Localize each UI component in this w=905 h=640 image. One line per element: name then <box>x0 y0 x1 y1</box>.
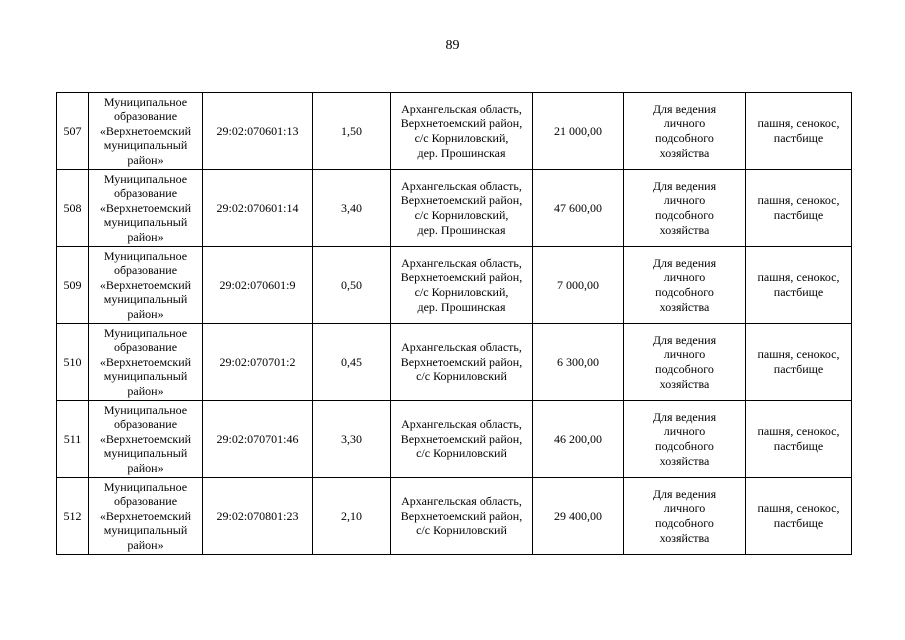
purpose-cell <box>624 401 746 478</box>
owner-line: образование <box>113 109 178 124</box>
row-number-cell: 511 <box>57 401 89 478</box>
purpose-line: личного <box>663 424 706 439</box>
area-cell: 2,10 <box>313 478 391 555</box>
address-line: дер. Прошинская <box>417 299 506 314</box>
cadastral-number-cell: 29:02:070601:14 <box>203 170 313 247</box>
owner-line: образование <box>113 417 178 432</box>
row-number-cell: 507 <box>57 93 89 170</box>
owner-line: район» <box>127 460 164 475</box>
land-use-cell <box>746 247 852 324</box>
price-cell: 29 400,00 <box>533 478 624 555</box>
price-cell: 21 000,00 <box>533 93 624 170</box>
owner-line: «Верхнетоемский <box>99 200 192 215</box>
purpose-line: Для ведения <box>652 178 717 193</box>
owner-line: район» <box>127 383 164 398</box>
row-number-cell: 512 <box>57 478 89 555</box>
address-line: Верхнетоемский район, <box>400 270 523 285</box>
use-line: пастбище <box>773 208 824 222</box>
address-line: Верхнетоемский район, <box>400 508 523 523</box>
price-cell: 6 300,00 <box>533 324 624 401</box>
address-line: Верхнетоемский район, <box>400 116 523 131</box>
table-row <box>57 170 852 247</box>
address-line: с/с Корниловский, <box>414 208 509 222</box>
address-cell <box>391 478 533 555</box>
row-number-cell: 510 <box>57 324 89 401</box>
address-line: Архангельская область, <box>401 494 522 509</box>
owner-line: район» <box>127 306 164 321</box>
address-line: с/с Корниловский <box>416 523 507 538</box>
area-cell: 1,50 <box>313 93 391 170</box>
owner-line: район» <box>127 152 164 167</box>
cadastral-number-cell: 29:02:070601:13 <box>203 93 313 170</box>
address-line: Архангельская область, <box>401 255 522 270</box>
land-use-cell <box>746 170 852 247</box>
page-number: 89 <box>445 38 460 53</box>
owner-line: образование <box>113 263 178 278</box>
purpose-line: подсобного <box>655 131 714 145</box>
purpose-line: личного <box>663 501 706 516</box>
use-line: пашня, сенокос, <box>757 116 840 131</box>
use-line: пастбище <box>773 362 824 376</box>
purpose-cell <box>624 170 746 247</box>
use-line: пастбище <box>773 439 824 453</box>
price-cell: 46 200,00 <box>533 401 624 478</box>
owner-cell <box>89 324 203 401</box>
purpose-line: хозяйства <box>659 453 710 468</box>
purpose-line: Для ведения <box>652 486 717 501</box>
use-line: пастбище <box>773 516 824 530</box>
purpose-cell <box>624 324 746 401</box>
owner-line: «Верхнетоемский <box>99 277 192 292</box>
purpose-line: личного <box>663 347 706 362</box>
address-line: Верхнетоемский район, <box>400 193 523 208</box>
table-row <box>57 401 852 478</box>
address-line: Верхнетоемский район, <box>400 431 523 446</box>
address-line: Архангельская область, <box>401 340 522 355</box>
purpose-line: хозяйства <box>659 222 710 237</box>
address-line: с/с Корниловский <box>416 369 507 384</box>
purpose-line: хозяйства <box>659 145 710 160</box>
owner-line: «Верхнетоемский <box>99 354 192 369</box>
owner-line: муниципальный <box>103 523 188 538</box>
owner-line: муниципальный <box>103 215 188 230</box>
use-line: пашня, сенокос, <box>757 501 840 516</box>
purpose-line: подсобного <box>655 285 714 299</box>
row-number-cell: 508 <box>57 170 89 247</box>
address-line: Архангельская область, <box>401 101 522 116</box>
purpose-cell <box>624 93 746 170</box>
purpose-line: подсобного <box>655 516 714 530</box>
owner-line: Муниципальное <box>103 248 188 263</box>
purpose-line: Для ведения <box>652 255 717 270</box>
use-line: пашня, сенокос, <box>757 270 840 285</box>
address-line: с/с Корниловский <box>416 446 507 461</box>
owner-line: «Верхнетоемский <box>99 123 192 138</box>
address-line: Архангельская область, <box>401 178 522 193</box>
address-cell <box>391 324 533 401</box>
purpose-line: хозяйства <box>659 530 710 545</box>
purpose-line: подсобного <box>655 362 714 376</box>
owner-line: Муниципальное <box>103 94 188 109</box>
address-cell <box>391 93 533 170</box>
owner-line: муниципальный <box>103 138 188 153</box>
owner-line: муниципальный <box>103 446 188 461</box>
purpose-line: Для ведения <box>652 101 717 116</box>
address-line: с/с Корниловский, <box>414 285 509 299</box>
use-line: пашня, сенокос, <box>757 193 840 208</box>
purpose-line: хозяйства <box>659 376 710 391</box>
address-line: дер. Прошинская <box>417 145 506 160</box>
purpose-cell <box>624 247 746 324</box>
purpose-line: личного <box>663 270 706 285</box>
owner-line: «Верхнетоемский <box>99 508 192 523</box>
area-cell: 3,30 <box>313 401 391 478</box>
land-plots-table <box>56 92 852 555</box>
owner-line: образование <box>113 494 178 509</box>
purpose-line: хозяйства <box>659 299 710 314</box>
area-cell: 3,40 <box>313 170 391 247</box>
use-line: пашня, сенокос, <box>757 424 840 439</box>
price-cell: 47 600,00 <box>533 170 624 247</box>
owner-line: муниципальный <box>103 369 188 384</box>
address-cell <box>391 247 533 324</box>
address-line: Верхнетоемский район, <box>400 354 523 369</box>
owner-line: муниципальный <box>103 292 188 307</box>
owner-cell <box>89 170 203 247</box>
land-use-cell <box>746 93 852 170</box>
owner-line: образование <box>113 186 178 201</box>
owner-line: район» <box>127 229 164 244</box>
area-cell: 0,45 <box>313 324 391 401</box>
purpose-line: личного <box>663 116 706 131</box>
owner-line: «Верхнетоемский <box>99 431 192 446</box>
owner-cell <box>89 401 203 478</box>
table-row <box>57 93 852 170</box>
address-line: с/с Корниловский, <box>414 131 509 145</box>
purpose-line: Для ведения <box>652 332 717 347</box>
cadastral-number-cell: 29:02:070801:23 <box>203 478 313 555</box>
cadastral-number-cell: 29:02:070701:2 <box>203 324 313 401</box>
row-number-cell: 509 <box>57 247 89 324</box>
owner-line: Муниципальное <box>103 402 188 417</box>
cadastral-number-cell: 29:02:070601:9 <box>203 247 313 324</box>
use-line: пашня, сенокос, <box>757 347 840 362</box>
owner-line: Муниципальное <box>103 171 188 186</box>
owner-cell <box>89 478 203 555</box>
owner-line: район» <box>127 537 164 552</box>
purpose-line: подсобного <box>655 208 714 222</box>
owner-line: образование <box>113 340 178 355</box>
owner-cell <box>89 247 203 324</box>
land-use-cell <box>746 401 852 478</box>
purpose-line: личного <box>663 193 706 208</box>
use-line: пастбище <box>773 131 824 145</box>
use-line: пастбище <box>773 285 824 299</box>
land-use-cell <box>746 324 852 401</box>
table-row <box>57 247 852 324</box>
purpose-line: Для ведения <box>652 409 717 424</box>
address-line: дер. Прошинская <box>417 222 506 237</box>
owner-line: Муниципальное <box>103 479 188 494</box>
cadastral-number-cell: 29:02:070701:46 <box>203 401 313 478</box>
address-cell <box>391 401 533 478</box>
address-cell <box>391 170 533 247</box>
table-row <box>57 478 852 555</box>
purpose-cell <box>624 478 746 555</box>
price-cell: 7 000,00 <box>533 247 624 324</box>
address-line: Архангельская область, <box>401 417 522 432</box>
table-row <box>57 324 852 401</box>
land-use-cell <box>746 478 852 555</box>
purpose-line: подсобного <box>655 439 714 453</box>
owner-cell <box>89 93 203 170</box>
owner-line: Муниципальное <box>103 325 188 340</box>
area-cell: 0,50 <box>313 247 391 324</box>
